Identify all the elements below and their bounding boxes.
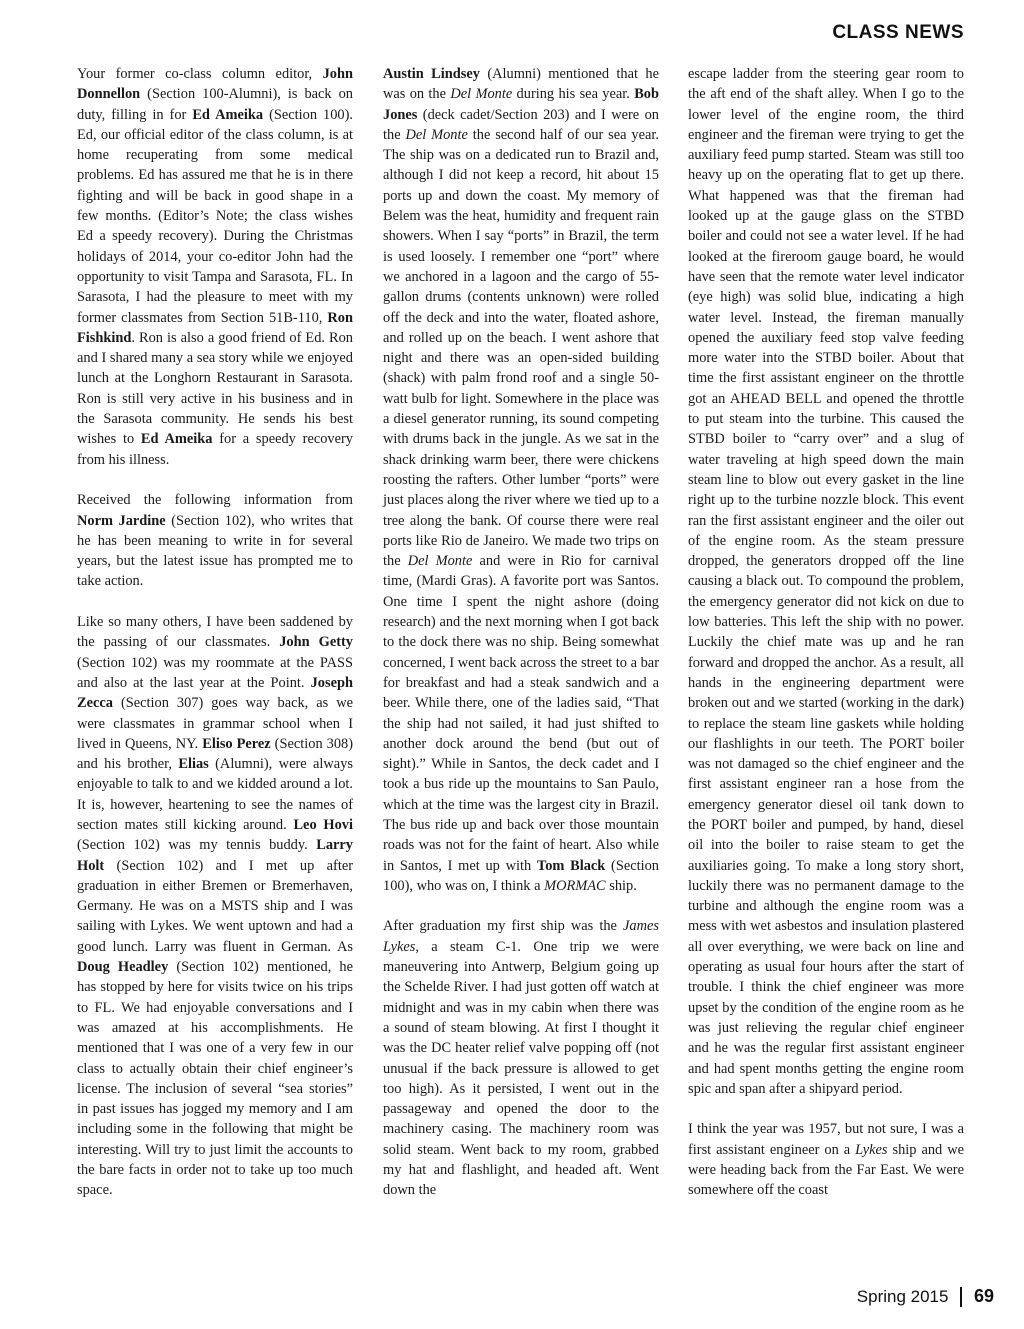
text-run: (Section 102), who writes that he has been meaning to write in for several years, but the latest issue has prompted me to take action. — [77, 512, 353, 590]
text-run: (Section 100-Alumni), is back on duty, filling in for — [77, 86, 353, 123]
section-header: CLASS NEWS — [832, 22, 964, 43]
text-run: ship and we were heading back from the Far East. We were somewhere off the coast — [688, 1141, 964, 1199]
text-run: Like so many others, I have been saddened by the passing of our classmates. — [77, 614, 353, 651]
italic-text: Del Monte — [405, 126, 468, 143]
text-run: (Section 102) was my tennis buddy. — [77, 837, 317, 854]
italic-text: James Lykes — [383, 918, 659, 955]
text-run: (Alumni) mentioned that he was on the — [383, 66, 659, 103]
paragraph — [688, 64, 964, 1099]
bold-name: Leo Hovi — [293, 816, 353, 833]
bold-name: John Donnellon — [77, 66, 353, 103]
text-run: escape ladder from the steering gear room to the aft end of the shaft alley. When I go to the lower level of the engine room, the third engineer and the fireman were trying to get the auxiliary feed pump started. Steam was still too heavy up on the operating flat to get up there. What happened was that the fireman had looked up at the gauge glass on the STBD boiler and could not see a water level. If he had looked at the fireroom gauge board, he would have seen that the remote water level indicator (eye high) was solid blue, indicating a high water level. Instead, the fireman manually opened the auxiliary feed stop valve feeding more water into the STBD boiler. About that time the first assistant engineer on the throttle got an AHEAD BELL and opened the throttle to put steam into the turbine. This caused the STBD boiler to “carry over” and a slug of water traveling at high speed down the main steam line to blow out every gasket in the line right up to the turbine nozzle block. This event ran the first assistant engineer and the oiler out of the engine room. As the steam pressure dropped, the generators dropped off the line causing a black out. To compound the problem, the emergency generator did not kick on due to low batteries. This left the ship with no power. Luckily the chief mate was up and he ran forward and dropped the anchor. As a result, all hands in the engineering department were broken out and we started (working in the dark) to replace the steam line gaskets while holding our flashlights in our teeth. The PORT boiler was not damaged so the chief engineer and the first assistant engineer ran a hose from the emergency generator diesel oil tank down to the PORT boiler and pumped, by hand, diesel oil into the boiler to raise steam to get the auxiliaries going. To make a long story short, luckily there was no permanent damage to the turbine and although the engine room was a mess with wet asbestos and insulation plastered all over everything, we were back on line and operating as usual four hours after the start of trouble. I think the chief engineer was more upset by the condition of the engine room as he was just relieving the regular chief engineer and he was the regular first assistant engineer and had spent months getting the engine room spic and span after a shipyard period. — [688, 66, 964, 1097]
bold-name: Joseph Zecca — [77, 674, 353, 712]
bold-name: Doug Headley — [77, 959, 169, 976]
text-run: After graduation my first ship was the — [383, 918, 624, 935]
bold-name: Ed Ameika — [140, 431, 213, 448]
page-footer — [857, 1286, 994, 1307]
footer-divider — [960, 1287, 962, 1307]
article-column-3 — [688, 64, 964, 1201]
text-run: ship. — [605, 877, 637, 894]
text-run: Your former co-class column editor, — [77, 66, 323, 82]
paragraph — [77, 64, 353, 470]
bold-name: Tom Black — [536, 857, 606, 874]
page-number: 69 — [973, 1286, 994, 1306]
text-run: (Section 308) and his brother, — [77, 735, 354, 773]
text-run: (deck cadet/Section 203) and I were on the — [383, 106, 659, 143]
bold-name: Eliso Perez — [202, 735, 271, 752]
bold-name: Norm Jardine — [77, 512, 166, 529]
bold-name: John Getty — [279, 634, 353, 651]
bold-name: Austin Lindsey — [383, 66, 480, 82]
paragraph — [77, 490, 353, 591]
italic-text: MORMAC — [544, 877, 606, 894]
text-run: (Section 100), who was on, I think a — [383, 857, 659, 894]
italic-text: Del Monte — [450, 86, 513, 103]
bold-name: Elias — [178, 756, 209, 773]
text-run: Received the following information from — [77, 492, 353, 509]
paragraph — [383, 916, 659, 1200]
bold-name: Larry Holt — [77, 837, 353, 874]
text-run: during his sea year. — [512, 86, 635, 103]
text-run: , a steam C-1. One trip we were maneuvering into Antwerp, Belgium going up the Schelde River. I had just gotten off watch at midnight and was in my cabin when there was a sound of steam blowing. At first I thought it was the DC heater relief valve popping off (not unusual if the back pressure is allowed to get too high). As it persisted, I went out in the passageway and opened the door to the machinery casing. The machinery room was solid steam. Went back to my room, grabbed my hat and flashlight, and headed aft. Went down the — [383, 938, 659, 1199]
text-run: (Section 102) mentioned, he has stopped by here for visits twice on his trips to FL. We had enjoyable conversations and I was amazed at his accomplishments. He mentioned that I was one of a very few in our class to actually obtain their chief engineer’s license. The inclusion of several “sea stories” in past issues has jogged my memory and I am including some in the following that might be interesting. Will try to just limit the accounts to the bare facts in order not to take up too much space. — [77, 959, 353, 1199]
text-run: . Ron is also a good friend of Ed. Ron and I shared many a sea story while we enjoyed lunch at the Longhorn Restaurant in Sarasota. Ron is still very active in his business and in the Sarasota community. He sends his best wishes to — [77, 329, 353, 448]
text-run: and were in Rio for carnival time, (Mardi Gras). A favorite port was Santos. One time I spent the night ashore (doing research) and the next morning when I got back to the dock there was no ship. Being somewhat concerned, I went back across the street to a bar for breakfast and had a steak sandwich and a beer. While there, one of the ladies said, “That the ship had not sailed, it had just shifted to another dock around the bend (but out of sight).” While in Santos, the deck cadet and I took a bus ride up the mountains to San Paulo, which at the time was the largest city in Brazil. The bus ride up and back over those mountain roads was not for the faint of heart. Also while in Santos, I met up with — [383, 553, 659, 874]
issue-season: Spring 2015 — [856, 1286, 949, 1306]
text-run: I think the year was 1957, but not sure, I was a first assistant engineer on a — [688, 1121, 964, 1158]
bold-name: Bob Jones — [383, 86, 659, 123]
italic-text: Lykes — [855, 1141, 888, 1158]
paragraph — [383, 64, 659, 896]
text-run: (Section 102) and I met up after graduation in either Bremen or Bremerhaven, Germany. He was on a MSTS ship and I was sailing with Lykes. We went uptown and had a good lunch. Larry was fluent in German. As — [77, 857, 353, 955]
text-run: the second half of our sea year. The ship was on a dedicated run to Brazil and, although I did not keep a record, hit about 15 ports up and down the coast. My memory of Belem was the heat, humidity and frequent rain showers. When I say “ports” in Brazil, the term is used loosely. I remember one “port” where we anchored in a lagoon and the cargo of 55-gallon drums (contents unknown) were rolled off the deck and into the water, floated ashore, and rolled up on the beach. I went ashore that night and there was an open-sided building (shack) with palm frond roof and a single 50-watt bulb for light. Somewhere in the place was a diesel generator running, its sound competing with drums back in the jungle. As we sat in the shack drinking warm beer, there were chickens roosting the rafters. Other lumber “ports” were just places along the river where we tied up to a tree along the bank. Of course there were real ports like Rio de Janeiro. We made two trips on the — [383, 126, 659, 570]
text-run: for a speedy recovery from his illness. — [77, 431, 353, 468]
text-run: (Alumni), were always enjoyable to talk to and we kidded around a lot. It is, however, heartening to see the names of section mates still kicking around. — [77, 756, 353, 833]
bold-name: Ed Ameika — [192, 106, 264, 123]
article-column-1 — [77, 64, 353, 1201]
italic-text: Del Monte — [407, 553, 473, 570]
bold-name: Ron Fishkind — [77, 309, 353, 346]
text-run: (Section 100). Ed, our official editor of the class column, is at home recuperating from some medical problems. Ed has assured me that he is in there fighting and will be back in good shape in a few months. (Editor’s Note; the class wishes Ed a speedy recovery). During the Christmas holidays of 2014, your co-editor John had the opportunity to visit Tampa and Sarasota, FL. In Sarasota, I had the pleasure to meet with my former classmates from Section 51B-110, — [77, 106, 353, 326]
text-run: (Section 102) was my roommate at the PASS and also at the last year at the Point. — [77, 654, 353, 691]
paragraph — [688, 1119, 964, 1200]
paragraph — [77, 612, 353, 1201]
article-column-2 — [383, 64, 659, 1201]
text-run: (Section 307) goes way back, as we were classmates in grammar school when I lived in Queens, NY. — [77, 695, 353, 752]
